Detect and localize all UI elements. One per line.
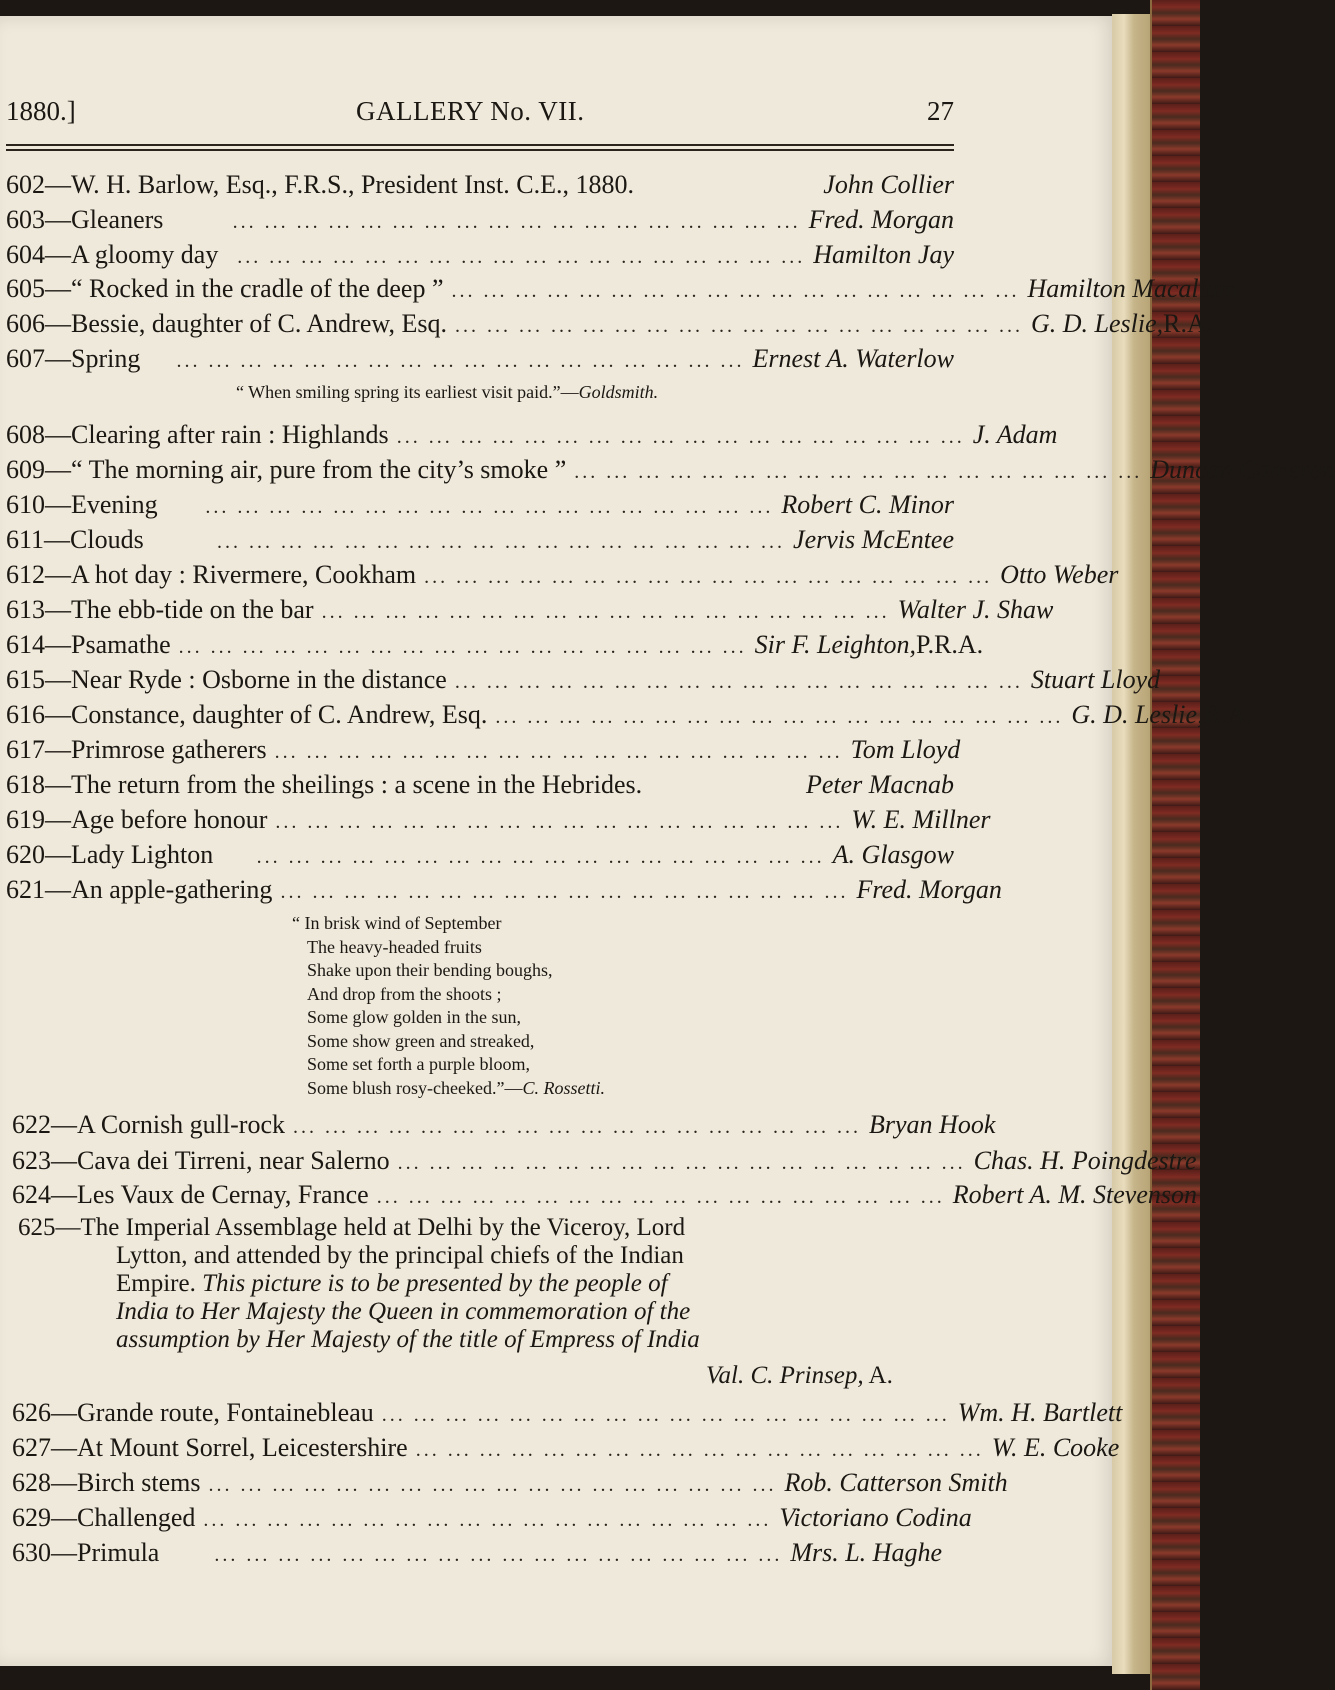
catalogue-entry: 629 —Challenged ... ... ... ... ... ... ... ... ... ... ... ... ... ... ... ... ... ... Victoriano Codina bbox=[12, 1501, 942, 1535]
entry-number: 629 bbox=[12, 1503, 51, 1532]
entry-number: 626 bbox=[12, 1398, 51, 1427]
entry-number: 616 bbox=[6, 700, 45, 729]
entry-artist: Walter J. Shaw bbox=[897, 595, 1054, 624]
leader-dots: ... ... ... ... ... ... ... ... ... ... ... ... ... ... ... ... ... ... bbox=[208, 1474, 777, 1496]
catalogue-entry: 622 —A Cornish gull-rock ... ... ... ... ... ... ... ... ... ... ... ... ... ... ... ... ... ... Bryan Hook bbox=[12, 1108, 942, 1142]
catalogue-entry: 616 —Constance, daughter of C. Andrew, Esq. ... ... ... ... ... ... ... ... ... ... ... ... ... ... ... ... ... ... G. D. Leslie, R.A. bbox=[6, 698, 954, 732]
entry-artist: G. D. Leslie, bbox=[1030, 309, 1164, 338]
entry-title: Evening bbox=[71, 490, 158, 519]
entry-title: “ Rocked in the cradle of the deep ” bbox=[71, 274, 444, 303]
catalogue-entry: 628 —Birch stems ... ... ... ... ... ... ... ... ... ... ... ... ... ... ... ... ... ... Rob. Catterson Smith bbox=[12, 1466, 942, 1500]
poem-line: Shake upon their bending boughs, bbox=[307, 960, 553, 980]
poem-line: The heavy-headed fruits bbox=[307, 936, 482, 957]
entry-artist: Otto Weber bbox=[1000, 560, 1119, 589]
entry-number: 615 bbox=[6, 665, 45, 694]
quote-author: Goldsmith. bbox=[578, 382, 659, 402]
entry-artist: Bryan Hook bbox=[869, 1110, 996, 1139]
catalogue-entry: 609 —“ The morning air, pure from the city’s smoke ” ... ... ... ... ... ... ... ... ... ... ... ... ... ... ... ... ... ... Duncan Cameron bbox=[6, 453, 954, 487]
entry-artist: G. D. Leslie, bbox=[1071, 700, 1204, 729]
leader-dots: ... ... ... ... ... ... ... ... ... ... ... ... ... ... ... ... ... ... bbox=[178, 636, 747, 658]
catalogue-entry: 621 —An apple-gathering ... ... ... ... ... ... ... ... ... ... ... ... ... ... ... ... ... ... Fred. Morgan bbox=[6, 873, 954, 907]
entry-number: 630 bbox=[12, 1538, 51, 1567]
leader-dots: ... ... ... ... ... ... ... ... ... ... ... ... ... ... ... ... ... ... bbox=[321, 601, 890, 623]
entry-artist: W. E. Millner bbox=[851, 805, 991, 834]
entry-artist: Fred. Morgan bbox=[808, 205, 954, 234]
entry-title: Psamathe bbox=[71, 630, 171, 659]
header-rule-top bbox=[6, 144, 954, 146]
entry-title: The return from the sheilings : a scene in the Hebrides. bbox=[71, 770, 643, 799]
entry-title: Clouds bbox=[70, 525, 144, 554]
poem-line: And drop from the shoots ; bbox=[307, 983, 502, 1004]
entry-artist: Wm. H. Bartlett bbox=[957, 1398, 1123, 1427]
entry-625-line4: India to Her Majesty the Queen in commemoration of the bbox=[116, 1298, 691, 1325]
entry-artist: Ernest A. Waterlow bbox=[752, 344, 954, 373]
page-number: 27 bbox=[927, 96, 954, 126]
entry-title: W. H. Barlow, Esq., F.R.S., President Inst. C.E., 1880. bbox=[71, 170, 634, 199]
leader-dots: ... ... ... ... ... ... ... ... ... ... ... ... ... ... ... ... ... ... bbox=[454, 671, 1023, 693]
scan-top-edge bbox=[0, 0, 1200, 16]
entry-artist: A. Glasgow bbox=[832, 840, 954, 869]
entry-artist: Peter Macnab bbox=[805, 770, 954, 799]
catalogue-entry: 612 —A hot day : Rivermere, Cookham ... ... ... ... ... ... ... ... ... ... ... ... ... ... ... ... ... ... Otto Weber bbox=[6, 558, 954, 592]
catalogue-entry: 627 —At Mount Sorrel, Leicestershire ... ... ... ... ... ... ... ... ... ... ... ... ... ... ... ... ... ... W. E. Cooke bbox=[12, 1431, 942, 1465]
book-binding bbox=[1152, 0, 1200, 1690]
entry-number: 622 bbox=[12, 1110, 51, 1139]
entry-artist: Duncan Cameron bbox=[1150, 455, 1335, 484]
leader-dots: ... ... ... ... ... ... ... ... ... ... ... ... ... ... ... ... ... ... bbox=[205, 496, 774, 518]
entry-artist: Hamilton Macallum bbox=[1027, 274, 1238, 303]
catalogue-entry: 608 —Clearing after rain : Highlands ... ... ... ... ... ... ... ... ... ... ... ... ... ... ... ... ... ... J. Adam bbox=[6, 418, 954, 452]
entry-artist-suffix: A. bbox=[863, 1362, 893, 1389]
entry-title: Spring bbox=[71, 344, 141, 373]
entry-artist: W. E. Cooke bbox=[991, 1433, 1120, 1462]
leader-dots: ... ... ... ... ... ... ... ... ... ... ... ... ... ... ... ... ... ... bbox=[495, 706, 1064, 728]
entry-artist: Jervis McEntee bbox=[793, 525, 954, 554]
entry-number: 618 bbox=[6, 770, 45, 799]
entry-title: Gleaners bbox=[71, 205, 164, 234]
leader-dots: ... ... ... ... ... ... ... ... ... ... ... ... ... ... ... ... ... ... bbox=[396, 426, 965, 448]
entry-artist: Mrs. L. Haghe bbox=[790, 1538, 942, 1567]
entry-number: 619 bbox=[6, 805, 45, 834]
entry-625-line3-italic: This picture is to be presented by the people of bbox=[202, 1270, 668, 1297]
leader-dots: ... ... ... ... ... ... ... ... ... ... ... ... ... ... ... ... ... ... bbox=[424, 566, 993, 588]
entry-number: 608 bbox=[6, 420, 45, 449]
entry-artist: Tom Lloyd bbox=[850, 735, 961, 764]
entry-625-line5: assumption by Her Majesty of the title of Empress of India bbox=[116, 1326, 700, 1353]
entry-number: 609 bbox=[6, 455, 45, 484]
entry-625-line2: Lytton, and attended by the principal chiefs of the Indian bbox=[116, 1242, 684, 1269]
header-rule-bottom bbox=[6, 149, 954, 151]
catalogue-entry: 604 —A gloomy day ... ... ... ... ... ... ... ... ... ... ... ... ... ... ... ... ... ... Hamilton Jay bbox=[6, 238, 954, 272]
entry-artist: Fred. Morgan bbox=[856, 875, 1002, 904]
catalogue-entry: 617 —Primrose gatherers ... ... ... ... ... ... ... ... ... ... ... ... ... ... ... ... ... ... Tom Lloyd bbox=[6, 733, 954, 767]
entry-number: 628 bbox=[12, 1468, 51, 1497]
catalogue-entry: 618 —The return from the sheilings : a scene in the Hebrides. Peter Macnab bbox=[6, 768, 954, 802]
entry-artist: Rob. Catterson Smith bbox=[784, 1468, 1008, 1497]
leader-dots: ... ... ... ... ... ... ... ... ... ... ... ... ... ... ... ... ... ... bbox=[214, 1544, 783, 1566]
quote-text: “ When smiling spring its earliest visit paid.”— bbox=[236, 382, 579, 402]
catalogue-entry: 615 —Near Ryde : Osborne in the distance ... ... ... ... ... ... ... ... ... ... ... ... ... ... ... ... ... ... Stuart Lloyd bbox=[6, 663, 954, 697]
entry-title: Lady Lighton bbox=[71, 840, 214, 869]
leader-dots: ... ... ... ... ... ... ... ... ... ... ... ... ... ... ... ... ... ... bbox=[237, 246, 806, 268]
leader-dots: ... ... ... ... ... ... ... ... ... ... ... ... ... ... ... ... ... ... bbox=[454, 315, 1023, 337]
entry-number: 624 bbox=[12, 1180, 51, 1209]
entry-artist: Robert C. Minor bbox=[781, 490, 954, 519]
leader-dots: ... ... ... ... ... ... ... ... ... ... ... ... ... ... ... ... ... ... bbox=[451, 280, 1020, 302]
entry-title: Bessie, daughter of C. Andrew, Esq. bbox=[71, 309, 447, 338]
entry-title: Constance, daughter of C. Andrew, Esq. bbox=[71, 700, 488, 729]
leader-dots: ... ... ... ... ... ... ... ... ... ... ... ... ... ... ... ... ... ... bbox=[381, 1404, 950, 1426]
entry-artist: Val. C. Prinsep, bbox=[706, 1362, 864, 1389]
entry-625-line3: Empire. bbox=[116, 1270, 196, 1297]
leader-dots: ... ... ... ... ... ... ... ... ... ... ... ... ... ... ... ... ... ... bbox=[275, 811, 844, 833]
entry-title: A gloomy day bbox=[71, 240, 219, 269]
entry-title: Les Vaux de Cernay, France bbox=[77, 1180, 369, 1209]
poem-line: Some blush rosy-cheeked.”—C. Rossetti. bbox=[307, 1077, 605, 1098]
header-year: 1880.] bbox=[6, 96, 76, 126]
entry-number: 620 bbox=[6, 840, 45, 869]
entry-number: 606 bbox=[6, 309, 45, 338]
entry-number: 605 bbox=[6, 274, 45, 303]
catalogue-entry: 613 —The ebb-tide on the bar ... ... ... ... ... ... ... ... ... ... ... ... ... ... ... ... ... ... Walter J. Shaw bbox=[6, 593, 954, 627]
entry-number: 602 bbox=[6, 170, 45, 199]
entry-artist: J. Adam bbox=[972, 420, 1058, 449]
entry-number: 612 bbox=[6, 560, 45, 589]
leader-dots: ... ... ... ... ... ... ... ... ... ... ... ... ... ... ... ... ... ... bbox=[203, 1509, 772, 1531]
entry-artist-suffix: R.A. bbox=[1203, 700, 1253, 729]
leader-dots: ... ... ... ... ... ... ... ... ... ... ... ... ... ... ... ... ... ... bbox=[574, 461, 1143, 483]
catalogue-entry: 614 —Psamathe ... ... ... ... ... ... ... ... ... ... ... ... ... ... ... ... ... ... Sir F. Leighton, P.R.A. bbox=[6, 628, 954, 662]
catalogue-entry: 630 —Primula ... ... ... ... ... ... ... ... ... ... ... ... ... ... ... ... ... ... Mrs. L. Haghe bbox=[12, 1536, 942, 1570]
entry-number: 604 bbox=[6, 240, 45, 269]
entry-title: Challenged bbox=[77, 1503, 196, 1532]
leader-dots: ... ... ... ... ... ... ... ... ... ... ... ... ... ... ... ... ... ... bbox=[274, 741, 843, 763]
entry-number: 623 bbox=[12, 1146, 51, 1175]
entry-number: 607 bbox=[6, 344, 45, 373]
catalogue-entry: 603 —Gleaners ... ... ... ... ... ... ... ... ... ... ... ... ... ... ... ... ... ... Fred. Morgan bbox=[6, 203, 954, 237]
entry-artist: Victoriano Codina bbox=[779, 1503, 972, 1532]
catalogue-entry: 623 —Cava dei Tirreni, near Salerno ... ... ... ... ... ... ... ... ... ... ... ... ... ... ... ... ... ... Chas. H. Poingdestre bbox=[12, 1144, 942, 1178]
leader-dots: ... ... ... ... ... ... ... ... ... ... ... ... ... ... ... ... ... ... bbox=[293, 1116, 861, 1138]
entry-number: 603 bbox=[6, 205, 45, 234]
entry-title: A hot day : Rivermere, Cookham bbox=[71, 560, 417, 589]
catalogue-entry: 605 —“ Rocked in the cradle of the deep ” ... ... ... ... ... ... ... ... ... ... ... ... ... ... ... ... ... ... Hamilton Macallum bbox=[6, 272, 954, 306]
poem-line: Some show green and streaked, bbox=[307, 1030, 535, 1051]
entry-number: 617 bbox=[6, 735, 45, 764]
entry-artist: Robert A. M. Stevenson bbox=[952, 1180, 1197, 1209]
entry-number: 621 bbox=[6, 875, 45, 904]
leader-dots: ... ... ... ... ... ... ... ... ... ... ... ... ... ... ... ... ... ... bbox=[397, 1152, 966, 1174]
entry-title: Age before honour bbox=[71, 805, 268, 834]
catalogue-entry: 611 —Clouds ... ... ... ... ... ... ... ... ... ... ... ... ... ... ... ... ... ... Jervis McEntee bbox=[6, 523, 954, 557]
entry-title: Grande route, Fontainebleau bbox=[77, 1398, 374, 1427]
entry-number: 627 bbox=[12, 1433, 51, 1462]
entry-title: The ebb-tide on the bar bbox=[71, 595, 314, 624]
entry-artist-suffix: P.R.A. bbox=[915, 630, 984, 659]
poem-author: C. Rossetti. bbox=[522, 1077, 605, 1098]
catalogue-entry: 626 —Grande route, Fontainebleau ... ... ... ... ... ... ... ... ... ... ... ... ... ... ... ... ... ... Wm. H. Bartlett bbox=[12, 1396, 942, 1430]
header-title: GALLERY No. VII. bbox=[356, 96, 585, 126]
entry-artist: Stuart Lloyd bbox=[1030, 665, 1161, 694]
running-header bbox=[6, 96, 954, 136]
leader-dots: ... ... ... ... ... ... ... ... ... ... ... ... ... ... ... ... ... ... bbox=[415, 1439, 984, 1461]
entry-artist: John Collier bbox=[823, 170, 954, 199]
catalogue-entry: 606 —Bessie, daughter of C. Andrew, Esq. ... ... ... ... ... ... ... ... ... ... ... ... ... ... ... ... ... ... G. D. Leslie, R.A. bbox=[6, 307, 954, 341]
entry-number: 614 bbox=[6, 630, 45, 659]
leader-dots: ... ... ... ... ... ... ... ... ... ... ... ... ... ... ... ... ... ... bbox=[280, 881, 849, 903]
entry-artist: Chas. H. Poingdestre bbox=[973, 1146, 1197, 1175]
entry-title: At Mount Sorrel, Leicestershire bbox=[77, 1433, 408, 1462]
entry-artist-suffix: R.A. bbox=[1163, 309, 1213, 338]
leader-dots: ... ... ... ... ... ... ... ... ... ... ... ... ... ... ... ... ... ... bbox=[256, 846, 825, 868]
poem-line: Some glow golden in the sun, bbox=[307, 1007, 521, 1027]
leader-dots: ... ... ... ... ... ... ... ... ... ... ... ... ... ... ... ... ... ... bbox=[176, 350, 745, 372]
entry-title: Clearing after rain : Highlands bbox=[71, 420, 389, 449]
entry-number: 625 bbox=[18, 1214, 56, 1241]
entry-title: Birch stems bbox=[77, 1468, 201, 1497]
poem-line: “ In brisk wind of September bbox=[292, 913, 502, 933]
entry-title: The Imperial Assemblage held at Delhi by the Viceroy, Lord bbox=[80, 1214, 686, 1241]
poem-line: Some set forth a purple bloom, bbox=[307, 1054, 530, 1074]
entry-artist: Sir F. Leighton, bbox=[754, 630, 916, 659]
catalogue-entry: 610 —Evening ... ... ... ... ... ... ... ... ... ... ... ... ... ... ... ... ... ... Robert C. Minor bbox=[6, 488, 954, 522]
entry-number: 611 bbox=[6, 525, 45, 554]
entry-number: 610 bbox=[6, 490, 45, 519]
entry-title: Primula bbox=[77, 1538, 160, 1567]
entry-title: “ The morning air, pure from the city’s smoke ” bbox=[71, 455, 567, 484]
catalogue-entry: 620 —Lady Lighton ... ... ... ... ... ... ... ... ... ... ... ... ... ... ... ... ... ... A. Glasgow bbox=[6, 838, 954, 872]
entry-title: Near Ryde : Osborne in the distance bbox=[71, 665, 447, 694]
entry-artist: Hamilton Jay bbox=[813, 240, 954, 269]
leader-dots: ... ... ... ... ... ... ... ... ... ... ... ... ... ... ... ... ... ... bbox=[376, 1186, 945, 1208]
catalogue-entry: 619 —Age before honour ... ... ... ... ... ... ... ... ... ... ... ... ... ... ... ... ... ... W. E. Millner bbox=[6, 803, 954, 837]
entry-title: Cava dei Tirreni, near Salerno bbox=[77, 1146, 390, 1175]
leader-dots: ... ... ... ... ... ... ... ... ... ... ... ... ... ... ... ... ... ... bbox=[232, 211, 801, 233]
leader-dots: ... ... ... ... ... ... ... ... ... ... ... ... ... ... ... ... ... ... bbox=[217, 531, 786, 553]
entry-title: An apple-gathering bbox=[71, 875, 273, 904]
catalogue-entry: 602 —W. H. Barlow, Esq., F.R.S., President Inst. C.E., 1880. John Collier bbox=[6, 168, 954, 202]
entry-title: A Cornish gull-rock bbox=[77, 1110, 285, 1139]
entry-title: Primrose gatherers bbox=[71, 735, 267, 764]
entry-number: 613 bbox=[6, 595, 45, 624]
catalogue-entry: 624 —Les Vaux de Cernay, France ... ... ... ... ... ... ... ... ... ... ... ... ... ... ... ... ... ... Robert A. M. Stevenson bbox=[12, 1178, 942, 1212]
catalogue-entry: 607 —Spring ... ... ... ... ... ... ... ... ... ... ... ... ... ... ... ... ... ... Ernest A. Waterlow bbox=[6, 342, 954, 376]
